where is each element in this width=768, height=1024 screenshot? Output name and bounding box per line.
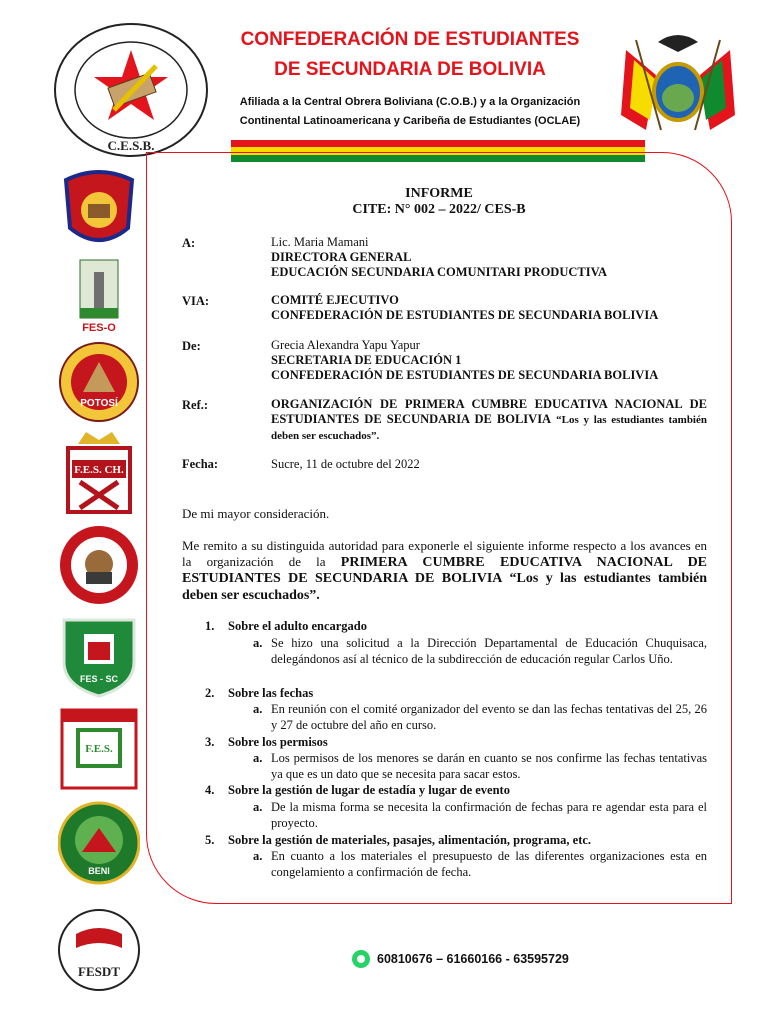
- via-line1: COMITÉ EJECUTIVO: [271, 293, 399, 307]
- svg-text:F.E.S. CH.: F.E.S. CH.: [74, 464, 124, 476]
- fed-logo-5: [58, 524, 140, 606]
- to-label: A:: [182, 236, 196, 250]
- fes-sc-logo: [58, 612, 140, 698]
- item-1-letter: a.: [253, 636, 263, 650]
- potosi-logo: [58, 340, 140, 424]
- intro-paragraph: [182, 538, 707, 603]
- item-5-number: 5.: [205, 833, 215, 847]
- greeting: De mi mayor consideración.: [182, 506, 330, 521]
- item-5-letter: a.: [253, 849, 263, 863]
- fed-logo-1: [58, 168, 140, 250]
- item-2-text: En reunión con el comité organizador del evento se dan las fechas tentativas del 25, 26 y 27 de octubre del año en curso.: [271, 702, 707, 732]
- item-4-text: De la misma forma se necesita la confirmación de fechas para re agendar esta para el proyecto.: [271, 800, 707, 830]
- org-title-line1: CONFEDERACIÓN DE ESTUDIANTES: [240, 29, 580, 50]
- whatsapp-icon: [352, 950, 370, 968]
- item-4-number: 4.: [205, 783, 215, 797]
- item-3-text: Los permisos de los menores se darán en cuanto se nos confirme las fechas tentativas ya que es un dato que se necesita para sacar estos.: [271, 751, 707, 781]
- date-value: Sucre, 11 de octubre del 2022: [271, 457, 420, 471]
- fes-o-logo: [58, 258, 140, 334]
- ref-main: ORGANIZACIÓN DE PRIMERA CUMBRE EDUCATIVA NACIONAL DE ESTUDIANTES DE SECUNDARIA DE BOLIVIA: [271, 397, 707, 426]
- fesdt-logo: [58, 904, 140, 998]
- item-3-title: Sobre los permisos: [228, 735, 328, 749]
- via-line2: CONFEDERACIÓN DE ESTUDIANTES DE SECUNDARIA BOLIVIA: [271, 308, 659, 322]
- fes-ch-logo: [58, 430, 140, 516]
- via-label: VIA:: [182, 294, 210, 308]
- cesb-logo: [52, 22, 210, 158]
- via-block: [271, 293, 707, 323]
- affiliation-line1: Afiliada a la Central Obrera Boliviana (C.O.B.) y a la Organización: [239, 96, 581, 108]
- item-2-letter: a.: [253, 702, 263, 716]
- ref-quote: “Los y las estudiantes también deben ser escuchados”.: [271, 414, 707, 442]
- item-1-number: 1.: [205, 619, 215, 633]
- item-3-letter: a.: [253, 751, 263, 765]
- affiliation-line2: Continental Latinoamericana y Caribeña de Estudiantes (OCLAE): [239, 115, 581, 127]
- fes-pando-logo: [58, 706, 140, 792]
- item-5-text: En cuanto a los materiales el presupuesto de las diferentes organizaciones esta en congelamiento a confirmación de fecha.: [271, 849, 707, 879]
- document-heading: INFORME: [405, 186, 473, 201]
- from-org: CONFEDERACIÓN DE ESTUDIANTES DE SECUNDARIA BOLIVIA: [271, 368, 659, 382]
- to-block: [271, 235, 707, 280]
- svg-text:C.E.S.B.: C.E.S.B.: [107, 138, 155, 153]
- intro-text: Me remito a su distinguida autoridad para exponerle el siguiente informe respecto a los avances en la organización de la: [182, 538, 707, 569]
- svg-text:FESDT: FESDT: [78, 964, 120, 979]
- svg-text:POTOSÍ: POTOSÍ: [80, 398, 118, 409]
- ref-label: Ref.:: [182, 398, 209, 412]
- beni-logo: [58, 800, 140, 886]
- to-office: EDUCACIÓN SECUNDARIA COMUNITARI PRODUCTIVA: [271, 265, 608, 279]
- org-title-line2: DE SECUNDARIA DE BOLIVIA: [274, 59, 546, 80]
- item-3-number: 3.: [205, 735, 215, 749]
- phone-numbers: 60810676 – 61660166 - 63595729: [377, 952, 569, 966]
- item-4-letter: a.: [253, 800, 263, 814]
- svg-text:FES-O: FES-O: [82, 322, 116, 334]
- ref-block: [271, 397, 707, 444]
- from-name: Grecia Alexandra Yapu Yapur: [271, 338, 420, 352]
- intro-bold: PRIMERA CUMBRE EDUCATIVA NACIONAL DE ESTUDIANTES DE SECUNDARIA DE BOLIVIA: [182, 554, 708, 586]
- footer-contact: [352, 950, 569, 968]
- bolivia-coat-of-arms: [616, 20, 740, 140]
- from-block: [271, 338, 707, 383]
- item-1-title: Sobre el adulto encargado: [228, 619, 368, 633]
- item-2-title: Sobre las fechas: [228, 686, 314, 700]
- item-1-text: Se hizo una solicitud a la Dirección Departamental de Educación Chuquisaca, delegándonos así al técnico de la subdirección de educación regular Carlos Uño.: [271, 636, 707, 666]
- svg-text:BENI: BENI: [88, 866, 110, 876]
- from-label: De:: [182, 339, 201, 353]
- item-5-title: Sobre la gestión de materiales, pasajes, alimentación, programa, etc.: [228, 833, 592, 847]
- intro-quote: “Los y las estudiantes también deben ser escuchados”.: [182, 571, 708, 603]
- svg-text:FES - SC: FES - SC: [79, 674, 119, 684]
- date-label: Fecha:: [182, 457, 219, 471]
- from-role: SECRETARIA DE EDUCACIÓN 1: [271, 353, 462, 367]
- to-name: Lic. Maria Mamani: [271, 235, 369, 249]
- item-2-number: 2.: [205, 686, 215, 700]
- svg-text:F.E.S.: F.E.S.: [85, 743, 113, 755]
- to-role: DIRECTORA GENERAL: [271, 250, 412, 264]
- item-4-title: Sobre la gestión de lugar de estadía y lugar de evento: [228, 783, 510, 797]
- document-cite: CITE: N° 002 – 2022/ CES-B: [352, 202, 526, 217]
